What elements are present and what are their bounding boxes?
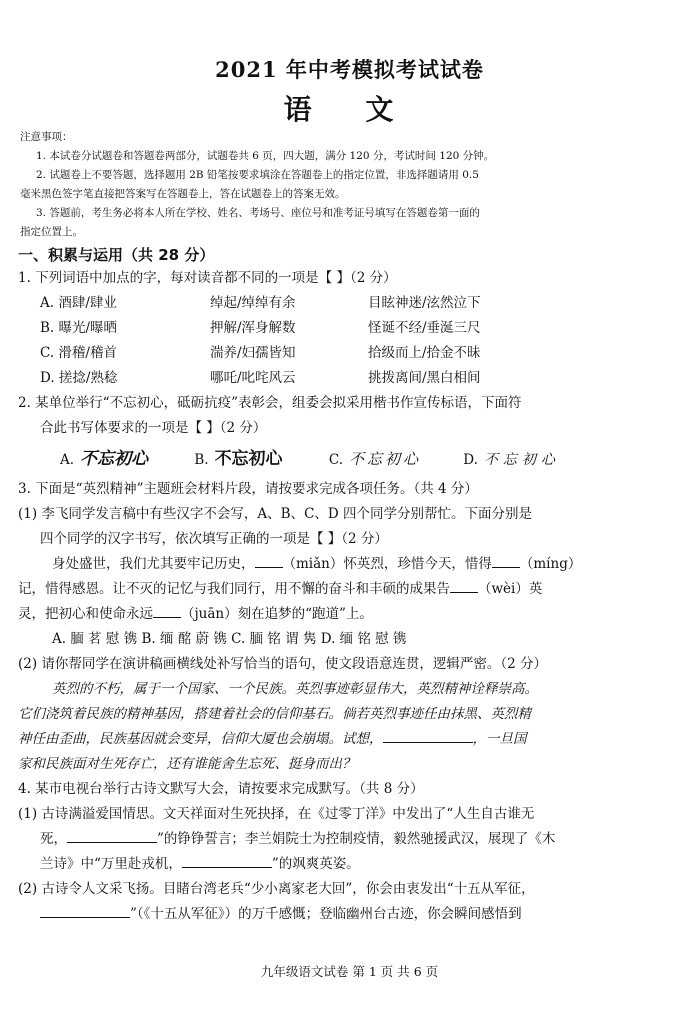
answer-blank: [450, 578, 478, 593]
answer-blank: [40, 903, 130, 918]
option-part: 挑拨离间/黑白相间: [368, 370, 481, 386]
q1-option-d: [18, 366, 680, 391]
text-fragment: 兰诗》中“万里赴戎机，: [40, 856, 182, 872]
answer-blank: [67, 828, 157, 843]
q3-part2-stem: (2) 请你帮同学在演讲稿画横线处补写恰当的语句，使文段语意连贯，逻辑严密。（2 分）: [18, 656, 548, 672]
q4-part1-line3: [18, 852, 680, 877]
text-fragment: ”（《十五从军征》）的万千感慨；登临幽州台古迹，你会瞬间感悟到: [130, 906, 522, 922]
q2-stem-line1: 2. 某单位举行“不忘初心，砥砺抗疫”表彰会，组委会拟采用楷书作宣传标语，下面符: [18, 395, 522, 411]
q3-part1-line1: (1) 李飞同学发言稿中有些汉字不会写，A、B、C、D 四个同学分别帮忙。下面分别是: [18, 506, 533, 522]
option-part: 拾级而上/拾金不昧: [368, 345, 481, 361]
q4-part2-line1: (2) 古诗令人文采飞扬。目睹台湾老兵“少小离家老大回”，你会由衷发出“十五从军征，: [18, 881, 535, 897]
option-part: 目眩神迷/泫然泣下: [368, 295, 481, 311]
option-label: A.: [60, 452, 75, 468]
option-part: D. 搓捻/熟稔: [40, 370, 118, 386]
option-part: C. 滑稽/稽首: [40, 345, 117, 361]
option-part: 怪诞不经/垂涎三尺: [368, 320, 481, 336]
option-part: 绰起/绰绰有余: [210, 295, 296, 311]
q4-part1-line1: (1) 古诗满溢爱国情思。文天祥面对生死抉择，在《过零丁洋》中发出了“人生自古谁无: [18, 806, 535, 822]
q2-stem-line2: 合此书写体要求的一项是【 】（2 分）: [40, 420, 267, 436]
text-fragment: ”的飒爽英姿。: [271, 856, 360, 872]
text-fragment: 灵，把初心和使命永远: [18, 606, 153, 622]
answer-blank: [383, 728, 473, 743]
q3-text-line2: [18, 577, 680, 602]
text-fragment: （míng）: [519, 556, 582, 572]
note-item: 毫米黑色签字笔直接把答案写在答题卷上，答在试题卷上的答案无效。: [20, 188, 346, 200]
q1-stem: 1. 下列词语中加点的字，每对读音都不同的一项是【 】（2 分）: [18, 270, 397, 286]
option-label: B.: [194, 452, 209, 468]
q2-calligraphy-options: [18, 441, 680, 477]
q3-text-line1: [18, 552, 680, 577]
section-title: 一、积累与运用（共 28 分）: [18, 246, 215, 264]
option-label: C.: [328, 452, 343, 468]
q3-speech-line1: 英烈的不朽，属于一个国家、一个民族。英烈事迹彰显伟大，英烈精神诠释崇高。: [52, 681, 538, 697]
page-footer: 九年级语文试卷 第 1 页 共 6 页: [260, 964, 439, 979]
q3-part1-line2: 四个同学的汉字书写，依次填写正确的一项是【 】（2 分）: [40, 531, 388, 547]
q1-option-a: [18, 291, 680, 316]
calligraphy-sample-c: 不忘初心: [349, 450, 422, 468]
option-label: D.: [463, 452, 478, 468]
q1-option-b: [18, 316, 680, 341]
q4-stem: 4. 某市电视台举行古诗文默写大会，请按要求完成默写。（共 8 分）: [18, 781, 424, 797]
q3-choices: A. 腼 茗 慰 镌 B. 缅 酩 蔚 镌 C. 腼 铭 谓 隽 D. 缅 铭 慰 镌: [52, 631, 407, 647]
q4-part2-line2: [18, 902, 680, 927]
text-fragment: （wèi）英: [478, 581, 543, 597]
calligraphy-sample-a: 不忘初心: [80, 449, 149, 469]
notes-label: 注意事项：: [20, 131, 73, 143]
q1-option-c: [18, 341, 680, 366]
text-fragment: 记，惜得感恩。让不灭的记忆与我们同行，用不懈的奋斗和丰硕的成果告: [18, 581, 450, 597]
exam-title: 2021 年中考模拟考试试卷: [215, 57, 484, 82]
note-item: 3. 答题前，考生务必将本人所在学校、姓名、考场号、座位号和准考证号填写在答题卷第一面的: [36, 207, 480, 219]
option-part: A. 酒肆/肆业: [40, 295, 117, 311]
questions-body: [18, 266, 680, 927]
q3-speech-line2: 它们浇筑着民族的精神基因，搭建着社会的信仰基石。倘若英烈事迹任由抹黑、英烈精: [18, 706, 531, 722]
q4-part1-line2: [18, 827, 680, 852]
answer-blank: [255, 553, 283, 568]
text-fragment: 身处盛世，我们尤其要牢记历史，: [52, 556, 255, 572]
q3-speech-line3: [18, 727, 680, 752]
exam-notes: [20, 128, 680, 242]
note-item: 2. 试题卷上不要答题，选择题用 2B 铅笔按要求填涂在答题卷上的指定位置，非选择题请用 0.5: [36, 169, 479, 181]
calligraphy-sample-b: 不忘初心: [214, 449, 283, 469]
note-item: 指定位置上。: [20, 226, 83, 238]
text-fragment: （juān）刻在追梦的“跑道”上。: [181, 606, 373, 622]
text-fragment: ”的铮铮誓言；李兰娟院士为控制疫情，毅然驰援武汉，展现了《木: [157, 831, 556, 847]
text-fragment: （miǎn）怀英烈，珍惜今天，惜得: [282, 556, 492, 572]
option-part: B. 曝光/曝晒: [40, 320, 118, 336]
note-item: 1. 本试卷分试题卷和答题卷两部分，试题卷共 6 页，四大题，满分 120 分，考试时间 120 分钟。: [36, 150, 495, 162]
calligraphy-sample-d: 不忘初心: [483, 452, 560, 468]
subject-title: 语 文: [283, 93, 416, 126]
q3-text-line3: [18, 602, 680, 627]
q3-speech-line4: 家和民族面对生死存亡，还有谁能舍生忘死、挺身而出？: [18, 756, 356, 772]
option-part: 湍养/妇孺皆知: [210, 345, 296, 361]
q3-stem: 3. 下面是“英烈精神”主题班会材料片段，请按要求完成各项任务。（共 4 分）: [18, 481, 478, 497]
option-part: 押解/浑身解数: [210, 320, 296, 336]
answer-blank: [182, 853, 272, 868]
option-part: 哪吒/叱咤风云: [210, 370, 296, 386]
answer-blank: [153, 603, 181, 618]
answer-blank: [492, 553, 520, 568]
text-fragment: ，一旦国: [472, 731, 527, 747]
text-fragment: 死，: [40, 831, 67, 847]
text-fragment: 神任由歪曲，民族基因就会变异，信仰大厦也会崩塌。试想，: [18, 731, 383, 747]
